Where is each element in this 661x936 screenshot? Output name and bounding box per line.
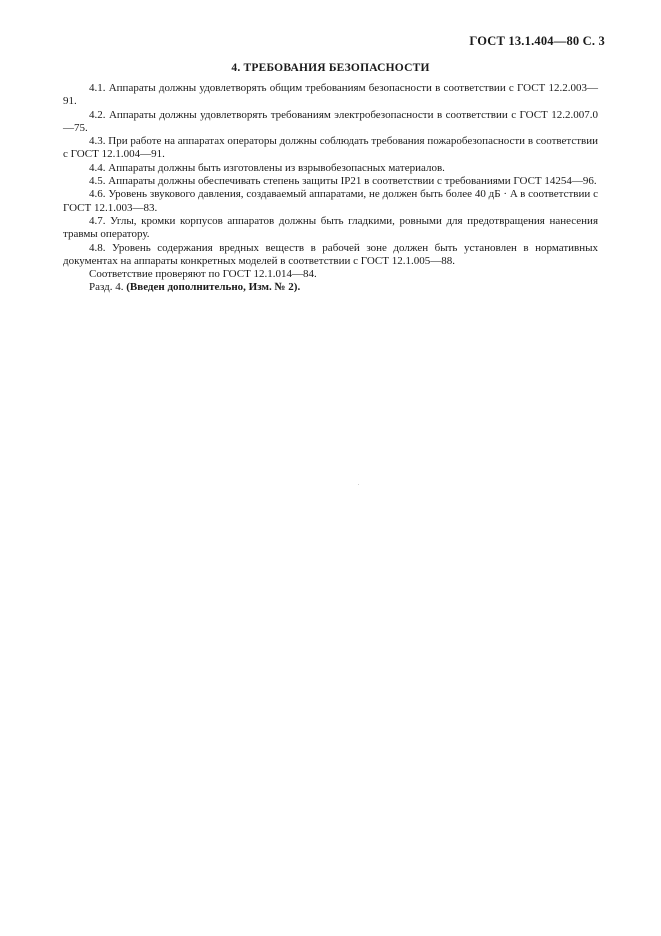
compliance-check-paragraph: Соответствие проверяют по ГОСТ 12.1.014—84. bbox=[89, 268, 317, 281]
amendment-prefix: Разд. 4. bbox=[89, 281, 124, 294]
paragraph-4-1: 4.1. Аппараты должны удовлетворять общим требованиям безопасности в соответствии с ГОСТ 12.2.003—91. bbox=[63, 82, 598, 108]
amendment-note bbox=[63, 281, 598, 294]
paragraph-4-4: 4.4. Аппараты должны быть изготовлены из взрывобезопасных материалов. bbox=[89, 161, 445, 174]
amendment-text: (Введен дополнительно, Изм. № 2). bbox=[126, 281, 301, 294]
paragraph-4-8: 4.8. Уровень содержания вредных веществ в рабочей зоне должен быть установлен в нормативных документах на аппараты конкретных моделей в соответствии с ГОСТ 12.1.005—88. bbox=[63, 241, 598, 267]
paragraph-4-6: 4.6. Уровень звукового давления, создаваемый аппаратами, не должен быть более 40 дБ · A в соответствии с ГОСТ 12.1.003—83. bbox=[63, 188, 598, 214]
paragraph-4-3: 4.3. При работе на аппаратах операторы должны соблюдать требования пожаробезопасности в соответствии с ГОСТ 12.1.004—91. bbox=[63, 135, 598, 161]
section-body bbox=[63, 82, 598, 295]
paragraph-4-2: 4.2. Аппараты должны удовлетворять требованиям электробезопасности в соответствии с ГОСТ 12.2.007.0—75. bbox=[63, 108, 598, 134]
paragraph-4-5: 4.5. Аппараты должны обеспечивать степень защиты IP21 в соответствии с требованиями ГОСТ 14254—96. bbox=[89, 175, 597, 188]
paragraph-4-7: 4.7. Углы, кромки корпусов аппаратов должны быть гладкими, ровными для предотвращения нанесения травмы оператору. bbox=[63, 214, 598, 241]
scan-speck bbox=[358, 484, 359, 485]
running-header: ГОСТ 13.1.404—80 С. 3 bbox=[469, 34, 605, 48]
section-title: 4. ТРЕБОВАНИЯ БЕЗОПАСНОСТИ bbox=[231, 62, 430, 74]
